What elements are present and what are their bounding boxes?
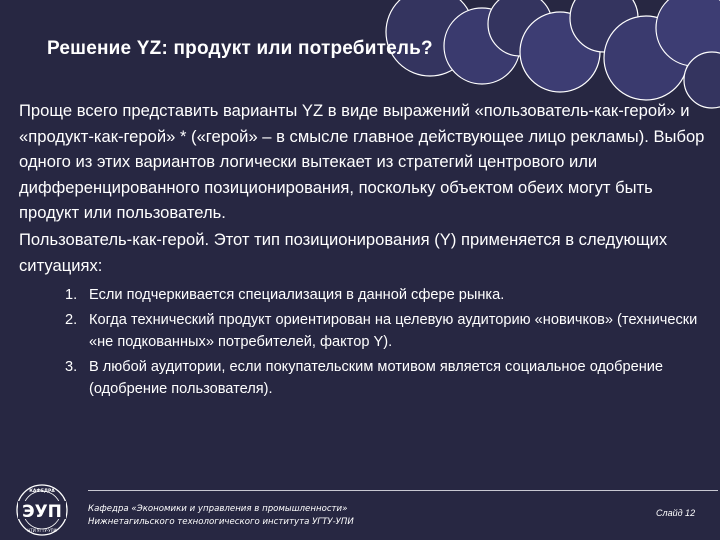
list-item-number: 3. <box>65 359 78 376</box>
list-item <box>65 309 709 353</box>
list-item-text: Когда технический продукт ориентирован на целевую аудиторию «новичков» (технически «не подкованных» потребителей, фактор Y). <box>89 312 698 351</box>
list-item-number: 1. <box>65 287 78 304</box>
intro-paragraph: Проще всего представить варианты YZ в виде выражений «пользователь-как-герой» и «продукт-как-герой» * («герой» – в смысле главное действующее лицо рекламы). Выбор одного из этих вариантов логически вытекает из стратегий центрового или дифференцированного позиционирования, поскольку объектом обеих могут быть продукт или пользователь. <box>19 101 705 223</box>
list-item <box>65 356 709 400</box>
footer-line: Кафедра «Экономики и управления в промышленности» <box>88 504 348 514</box>
slide-body <box>19 98 709 403</box>
list-item <box>65 284 709 306</box>
department-logo <box>6 482 78 538</box>
situations-list <box>19 284 709 400</box>
logo-bottom-text: НТИ УГТУ-УПИ <box>27 528 57 533</box>
list-item-text: Если подчеркивается специализация в данной сфере рынка. <box>89 287 505 304</box>
logo-top-text: КАФЕДРА <box>29 489 55 494</box>
logo-main-text: ЭУП <box>22 502 62 522</box>
footer-line: Нижнетагильского технологического института УГТУ-УПИ <box>88 517 354 527</box>
situations-paragraph: Пользователь-как-герой. Этот тип позиционирования (Y) применяется в следующих ситуациях: <box>19 229 668 275</box>
footer-caption <box>88 503 354 529</box>
footer-divider <box>88 490 718 491</box>
list-item-number: 2. <box>65 312 78 329</box>
list-item-text: В любой аудитории, если покупательским мотивом является социальное одобрение (одобрение пользователя). <box>89 359 664 398</box>
slide-number: Слайд 12 <box>656 508 696 518</box>
slide-title: Решение YZ: продукт или потребитель? <box>47 38 433 59</box>
